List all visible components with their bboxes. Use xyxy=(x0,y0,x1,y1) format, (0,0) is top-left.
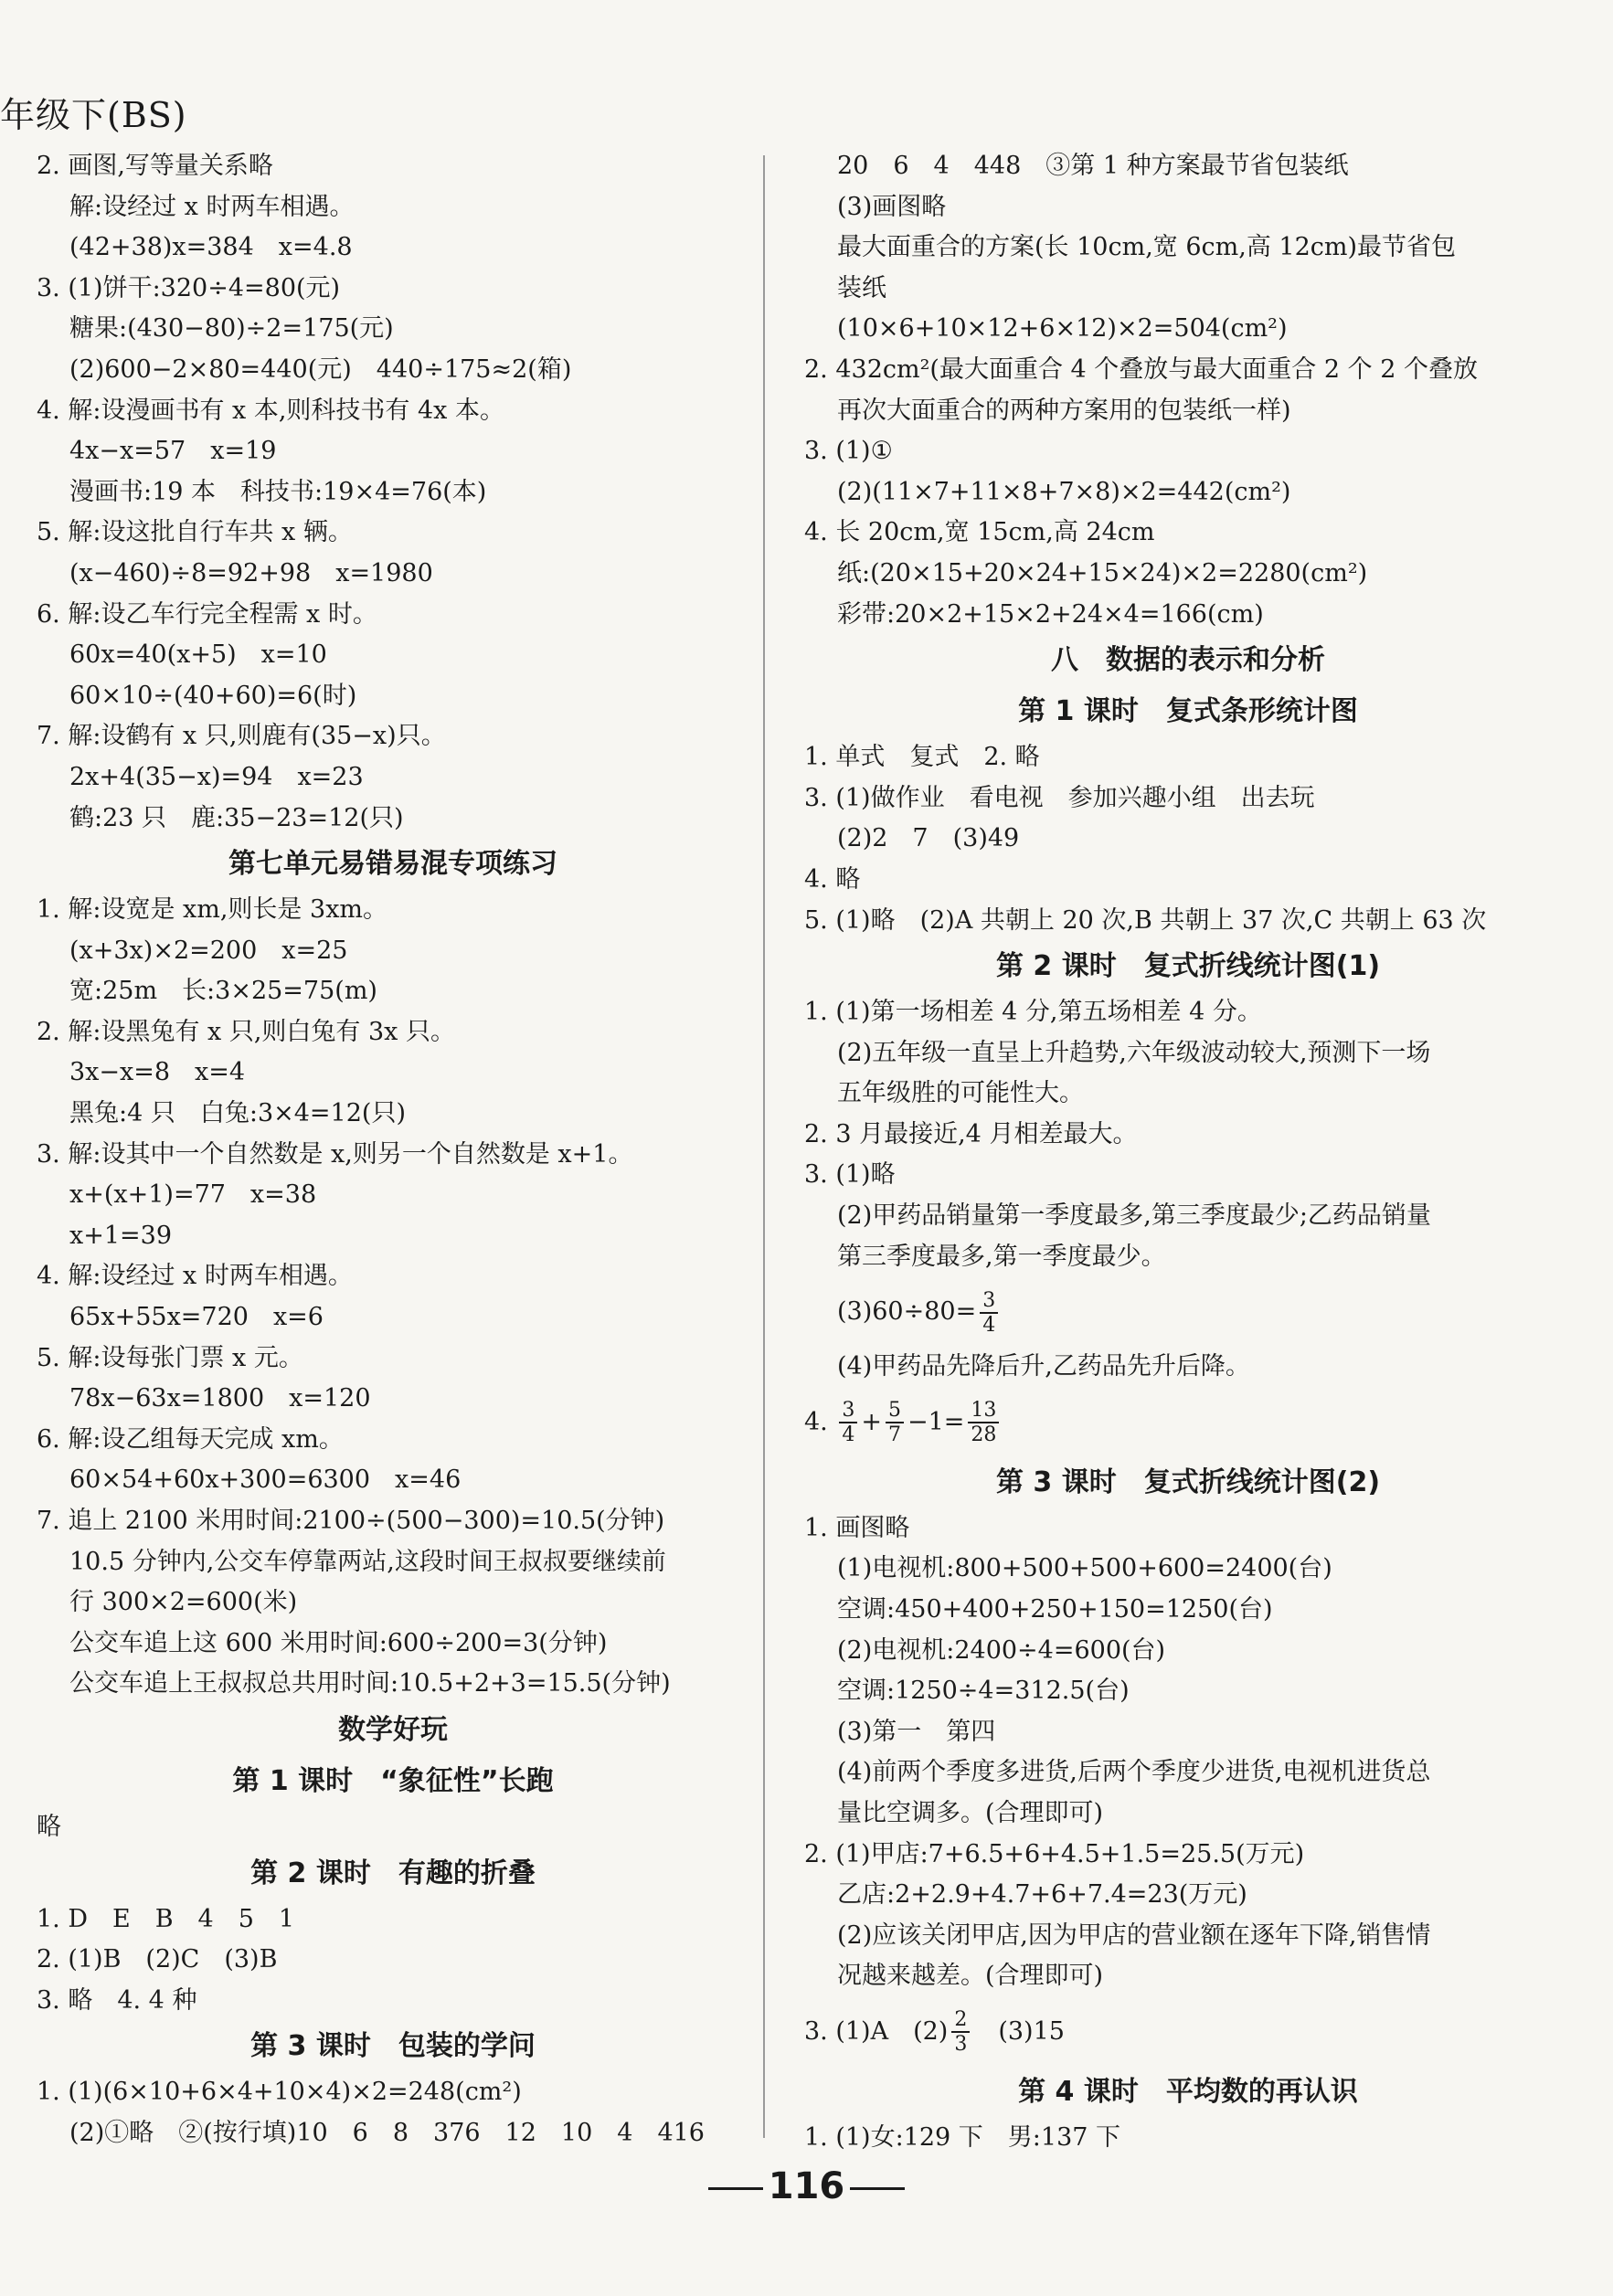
section-heading: 第七单元易错易混专项练习 xyxy=(228,848,557,881)
answer-line: (2)五年级一直呈上升趋势,六年级波动较大,预测下一场 xyxy=(837,1038,1431,1067)
answer-line: 3. (1)略 xyxy=(804,1160,896,1190)
section-heading: 第 3 课时 复式折线统计图(2) xyxy=(995,1465,1381,1498)
answer-line: 第三季度最多,第一季度最少。 xyxy=(837,1242,1166,1271)
answer-line: (2)①略 ②(按行填)10 6 8 376 12 10 4 416 xyxy=(69,2118,705,2147)
answer-line: (x−460)÷8=92+98 x=1980 xyxy=(69,558,433,587)
answer-line: 3. (1)做作业 看电视 参加兴趣小组 出去玩 xyxy=(804,783,1315,812)
answer-line: 解:设经过 x 时两车相遇。 xyxy=(69,192,355,221)
answer-line: (42+38)x=384 x=4.8 xyxy=(69,233,353,262)
answer-line: x+1=39 xyxy=(69,1221,173,1250)
answer-line: 1. 单式 复式 2. 略 xyxy=(804,743,1040,772)
answer-line: 略 xyxy=(37,1812,61,1841)
answer-line: 鹤:23 只 鹿:35−23=12(只) xyxy=(69,803,404,832)
answer-line: 2. (1)B (2)C (3)B xyxy=(37,1945,278,1974)
column-divider xyxy=(763,155,765,2138)
answer-line: 5. (1)略 (2)A 共朝上 20 次,B 共朝上 37 次,C 共朝上 63 次 xyxy=(804,905,1487,935)
answer-line: 1. 画图略 xyxy=(804,1513,910,1542)
section-heading: 数学好玩 xyxy=(338,1713,448,1746)
fraction: $\frac{3}{4}$ xyxy=(980,1289,998,1337)
page-number: 116 xyxy=(0,2165,1613,2207)
answer-line: (3)第一 第四 xyxy=(837,1717,996,1746)
answer-line: 3. 解:设其中一个自然数是 x,则另一个自然数是 x+1。 xyxy=(37,1139,633,1169)
answer-line: 4. 解:设经过 x 时两车相遇。 xyxy=(37,1262,353,1291)
answer-line: 彩带:20×2+15×2+24×4=166(cm) xyxy=(837,599,1264,629)
answer-line: 78x−63x=1800 x=120 xyxy=(69,1384,371,1413)
answer-line: 7. 追上 2100 米用时间:2100÷(500−300)=10.5(分钟) xyxy=(37,1507,665,1535)
book-header: 年级下(BS) xyxy=(0,95,187,135)
section-heading: 第 1 课时 “象征性”长跑 xyxy=(232,1764,554,1797)
answer-line: 再次大面重合的两种方案用的包装纸一样) xyxy=(837,396,1291,425)
answer-line: 60x=40(x+5) x=10 xyxy=(69,640,327,670)
answer-line: (2)应该关闭甲店,因为甲店的营业额在逐年下降,销售情 xyxy=(837,1920,1431,1950)
answer-line: 1. D E B 4 5 1 xyxy=(37,1904,295,1933)
answer-line: 黑兔:4 只 白兔:3×4=12(只) xyxy=(69,1099,406,1128)
section-heading: 第 1 课时 复式条形统计图 xyxy=(1018,695,1358,728)
answer-line: (2)600−2×80=440(元) 440÷175≈2(箱) xyxy=(69,354,572,384)
answer-line: 最大面重合的方案(长 10cm,宽 6cm,高 12cm)最节省包 xyxy=(837,233,1457,262)
answer-line: 4. 略 xyxy=(804,864,861,894)
answer-line: 漫画书:19 本 科技书:19×4=76(本) xyxy=(69,477,487,506)
answer-line: (10×6+10×12+6×12)×2=504(cm²) xyxy=(837,314,1288,344)
answer-line: 1. (1)第一场相差 4 分,第五场相差 4 分。 xyxy=(804,998,1262,1027)
answer-line: (4)甲药品先降后升,乙药品先升后降。 xyxy=(837,1352,1250,1381)
answer-line: 4x−x=57 x=19 xyxy=(69,437,277,466)
answer-line: 60×54+60x+300=6300 x=46 xyxy=(69,1465,462,1495)
answer-line: (1)电视机:800+500+500+600=2400(台) xyxy=(837,1554,1332,1583)
answer-line: 五年级胜的可能性大。 xyxy=(837,1079,1084,1108)
answer-line: (3)60÷80= $\frac{3}{4}$ xyxy=(804,1277,1572,1347)
answer-line: 3. (1)A (2) $\frac{2}{3}$ (3)15 xyxy=(804,2008,1065,2057)
answer-line: (2)电视机:2400÷4=600(台) xyxy=(837,1635,1166,1665)
section-heading: 八 数据的表示和分析 xyxy=(1051,644,1325,677)
answer-line: 1. 解:设宽是 xm,则长是 3xm。 xyxy=(37,895,388,925)
answer-line: (2)2 7 (3)49 xyxy=(837,824,1020,853)
answer-line: 10.5 分钟内,公交车停靠两站,这段时间王叔叔要继续前 xyxy=(69,1547,666,1576)
answer-line: 宽:25m 长:3×25=75(m) xyxy=(69,977,377,1006)
answer-line: (2)甲药品销量第一季度最多,第三季度最少;乙药品销量 xyxy=(837,1201,1431,1231)
answer-line: 行 300×2=600(米) xyxy=(69,1588,298,1617)
answer-line: (x+3x)×2=200 x=25 xyxy=(69,936,348,965)
answer-line: 6. 解:设乙组每天完成 xm。 xyxy=(37,1424,344,1454)
answer-line: 2. (1)甲店:7+6.5+6+4.5+1.5=25.5(万元) xyxy=(804,1839,1305,1868)
answer-line: 况越来越差。(合理即可) xyxy=(837,1962,1104,1991)
section-heading: 第 2 课时 有趣的折叠 xyxy=(250,1857,536,1889)
answer-line: 3. (1)饼干:320÷4=80(元) xyxy=(37,273,341,302)
answer-line: 3. (1)① xyxy=(804,437,893,466)
fraction: $\frac{3}{4}$ xyxy=(839,1399,857,1446)
answer-line: 2. 432cm²(最大面重合 4 个叠放与最大面重合 2 个 2 个叠放 xyxy=(804,354,1478,384)
answer-line: 2. 解:设黑兔有 x 只,则白兔有 3x 只。 xyxy=(37,1017,455,1046)
answer-line: 1. (1)(6×10+6×4+10×4)×2=248(cm²) xyxy=(37,2078,522,2107)
right-column xyxy=(804,146,1572,2159)
answer-line: 4. 解:设漫画书有 x 本,则科技书有 4x 本。 xyxy=(37,396,504,425)
answer-line: 1. (1)女:129 下 男:137 下 xyxy=(804,2122,1121,2152)
answer-line: x+(x+1)=77 x=38 xyxy=(69,1180,317,1210)
answer-line: (3)画图略 xyxy=(837,192,947,221)
answer-line: 5. 解:设每张门票 x 元。 xyxy=(37,1343,303,1372)
fraction: $\frac{5}{7}$ xyxy=(886,1399,904,1446)
answer-line: 空调:450+400+250+150=1250(台) xyxy=(837,1595,1273,1624)
answer-line: 公交车追上王叔叔总共用时间:10.5+2+3=15.5(分钟) xyxy=(69,1669,671,1698)
answer-line: 4. $\frac{3}{4}$ + $\frac{5}{7}$ −1= $\frac{13}{28}$ xyxy=(804,1388,1572,1457)
section-heading: 第 3 课时 包装的学问 xyxy=(250,2030,536,2063)
answer-line: (2)(11×7+11×8+7×8)×2=442(cm²) xyxy=(837,477,1291,506)
answer-line: 2. 画图,写等量关系略 xyxy=(37,152,273,180)
answer-line: 装纸 xyxy=(837,273,886,302)
answer-line: 乙店:2+2.9+4.7+6+7.4=23(万元) xyxy=(837,1880,1247,1910)
answer-line: (4)前两个季度多进货,后两个季度少进货,电视机进货总 xyxy=(837,1758,1431,1787)
answer-line: 3x−x=8 x=4 xyxy=(69,1058,246,1087)
fraction: $\frac{2}{3}$ xyxy=(951,2008,970,2056)
answer-line: 4. 长 20cm,宽 15cm,高 24cm xyxy=(804,518,1155,547)
answer-line: 3. 略 4. 4 种 xyxy=(37,1985,197,2015)
answer-line: 5. 解:设这批自行车共 x 辆。 xyxy=(37,518,353,547)
answer-line: 纸:(20×15+20×24+15×24)×2=2280(cm²) xyxy=(837,558,1368,587)
answer-line: 60×10÷(40+60)=6(时) xyxy=(69,681,357,710)
answer-line: 6. 解:设乙车行完全程需 x 时。 xyxy=(37,599,377,629)
fraction: $\frac{13}{28}$ xyxy=(968,1399,999,1446)
answer-line: 7. 解:设鹤有 x 只,则鹿有(35−x)只。 xyxy=(37,722,446,751)
section-heading: 第 4 课时 平均数的再认识 xyxy=(1018,2075,1358,2108)
answer-line: 2x+4(35−x)=94 x=23 xyxy=(69,762,364,791)
answer-line: 空调:1250÷4=312.5(台) xyxy=(837,1677,1130,1706)
answer-line: 2. 3 月最接近,4 月相差最大。 xyxy=(804,1119,1138,1148)
answer-line: 公交车追上这 600 米用时间:600÷200=3(分钟) xyxy=(69,1628,608,1657)
answer-line: 65x+55x=720 x=6 xyxy=(69,1303,324,1332)
section-heading: 第 2 课时 复式折线统计图(1) xyxy=(995,950,1381,983)
answer-line: 20 6 4 448 ③第 1 种方案最节省包装纸 xyxy=(837,152,1349,180)
answer-line: 量比空调多。(合理即可) xyxy=(837,1799,1104,1827)
left-column xyxy=(37,146,749,2154)
answer-line: 糖果:(430−80)÷2=175(元) xyxy=(69,314,394,344)
